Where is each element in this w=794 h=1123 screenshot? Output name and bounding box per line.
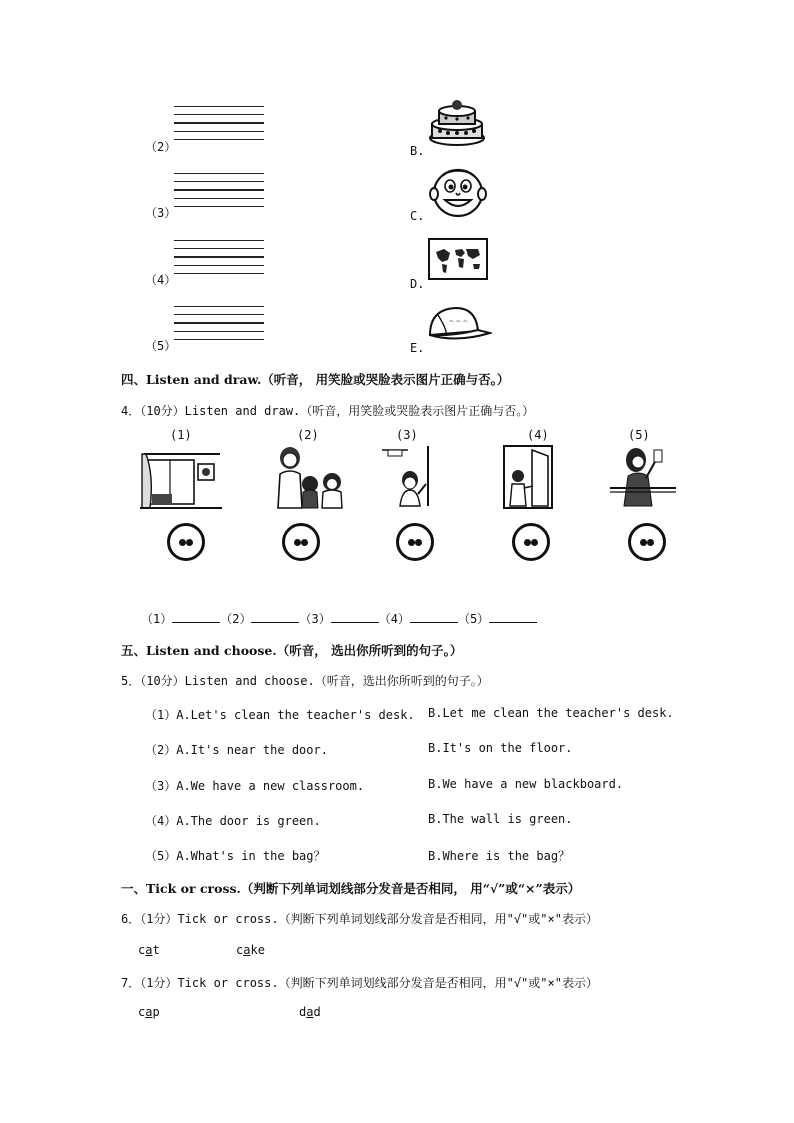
choice-b[interactable]: B.Let me clean the teacher's desk.	[428, 706, 674, 720]
question-7: 7．（1分）Tick or cross.（判断下列单词划线部分发音是否相同，用"√"或"×"表示）	[121, 976, 598, 990]
option-letter: C.	[410, 209, 425, 223]
picture-label: (1)	[170, 428, 192, 442]
answer-blank[interactable]	[251, 612, 299, 623]
section1-heading: 一、Tick or cross.（判断下列单词划线部分发音是否相同， 用“√”或“×”表示）	[121, 881, 581, 896]
picture-label: (3)	[396, 428, 418, 442]
answer-label: （3）	[299, 612, 331, 626]
answer-blank[interactable]	[331, 612, 379, 623]
answer-label: （2）	[220, 612, 252, 626]
choice-b[interactable]: B.The wall is green.	[428, 812, 573, 826]
writing-lines	[174, 173, 264, 214]
answer-blanks	[141, 610, 537, 627]
window-picture	[140, 446, 222, 510]
writing-lines	[174, 240, 264, 281]
choice-a[interactable]: （2）A.It's near the door.	[145, 743, 328, 757]
smiley-face-icon	[167, 523, 205, 561]
face-icon	[428, 166, 488, 220]
section5-heading: 五、Listen and choose.（听音， 选出你所听到的句子。）	[121, 643, 463, 658]
girl-picture	[608, 444, 678, 510]
match-number: （4）	[145, 273, 177, 287]
match-number: （5）	[145, 339, 177, 353]
answer-blank[interactable]	[172, 612, 220, 623]
picture-label: (5)	[628, 428, 650, 442]
word: cat	[138, 943, 160, 957]
answer-blank[interactable]	[410, 612, 458, 623]
map-icon	[428, 238, 488, 280]
choice-a[interactable]: （5）A.What's in the bag？	[145, 849, 326, 863]
question-4: 4．（10分）Listen and draw.（听音，用笑脸或哭脸表示图片正确与否。）	[121, 404, 535, 418]
option-letter: E.	[410, 341, 425, 355]
picture-label: (2)	[297, 428, 319, 442]
choice-a[interactable]: （3）A.We have a new classroom.	[145, 779, 365, 793]
light-picture	[380, 444, 436, 510]
smiley-face-icon	[512, 523, 550, 561]
answer-label: （1）	[141, 612, 173, 626]
option-letter: D.	[410, 277, 425, 291]
word: cap	[138, 1005, 160, 1019]
cap-icon	[426, 303, 492, 345]
door-picture	[500, 444, 556, 510]
cake-icon	[428, 98, 486, 148]
choice-a[interactable]: （1）A.Let's clean the teacher's desk.	[145, 708, 415, 722]
answer-label: （4）	[378, 612, 410, 626]
option-letter: B.	[410, 144, 425, 158]
choice-b[interactable]: B.Where is the bag？	[428, 849, 571, 863]
picture-label: (4)	[527, 428, 549, 442]
match-number: （2）	[145, 140, 177, 154]
section4-heading: 四、Listen and draw.（听音， 用笑脸或哭脸表示图片正确与否。）	[121, 372, 510, 387]
writing-lines	[174, 106, 264, 147]
word: cake	[236, 943, 265, 957]
answer-label: （5）	[457, 612, 490, 626]
match-number: （3）	[145, 206, 177, 220]
question-6: 6．（1分）Tick or cross.（判断下列单词划线部分发音是否相同，用"√"或"×"表示）	[121, 912, 598, 926]
svg-text:~ ~ ~: ~ ~ ~	[449, 318, 468, 325]
choice-b[interactable]: B.We have a new blackboard.	[428, 777, 624, 791]
word: dad	[299, 1005, 321, 1019]
choice-b[interactable]: B.It's on the floor.	[428, 741, 573, 755]
choice-a[interactable]: （4）A.The door is green.	[145, 814, 321, 828]
smiley-face-icon	[396, 523, 434, 561]
smiley-face-icon	[628, 523, 666, 561]
smiley-face-icon	[282, 523, 320, 561]
question-5: 5．（10分）Listen and choose.（听音，选出你所听到的句子。）	[121, 674, 489, 688]
family-picture	[272, 444, 352, 510]
writing-lines	[174, 306, 264, 347]
answer-blank[interactable]	[489, 612, 537, 623]
